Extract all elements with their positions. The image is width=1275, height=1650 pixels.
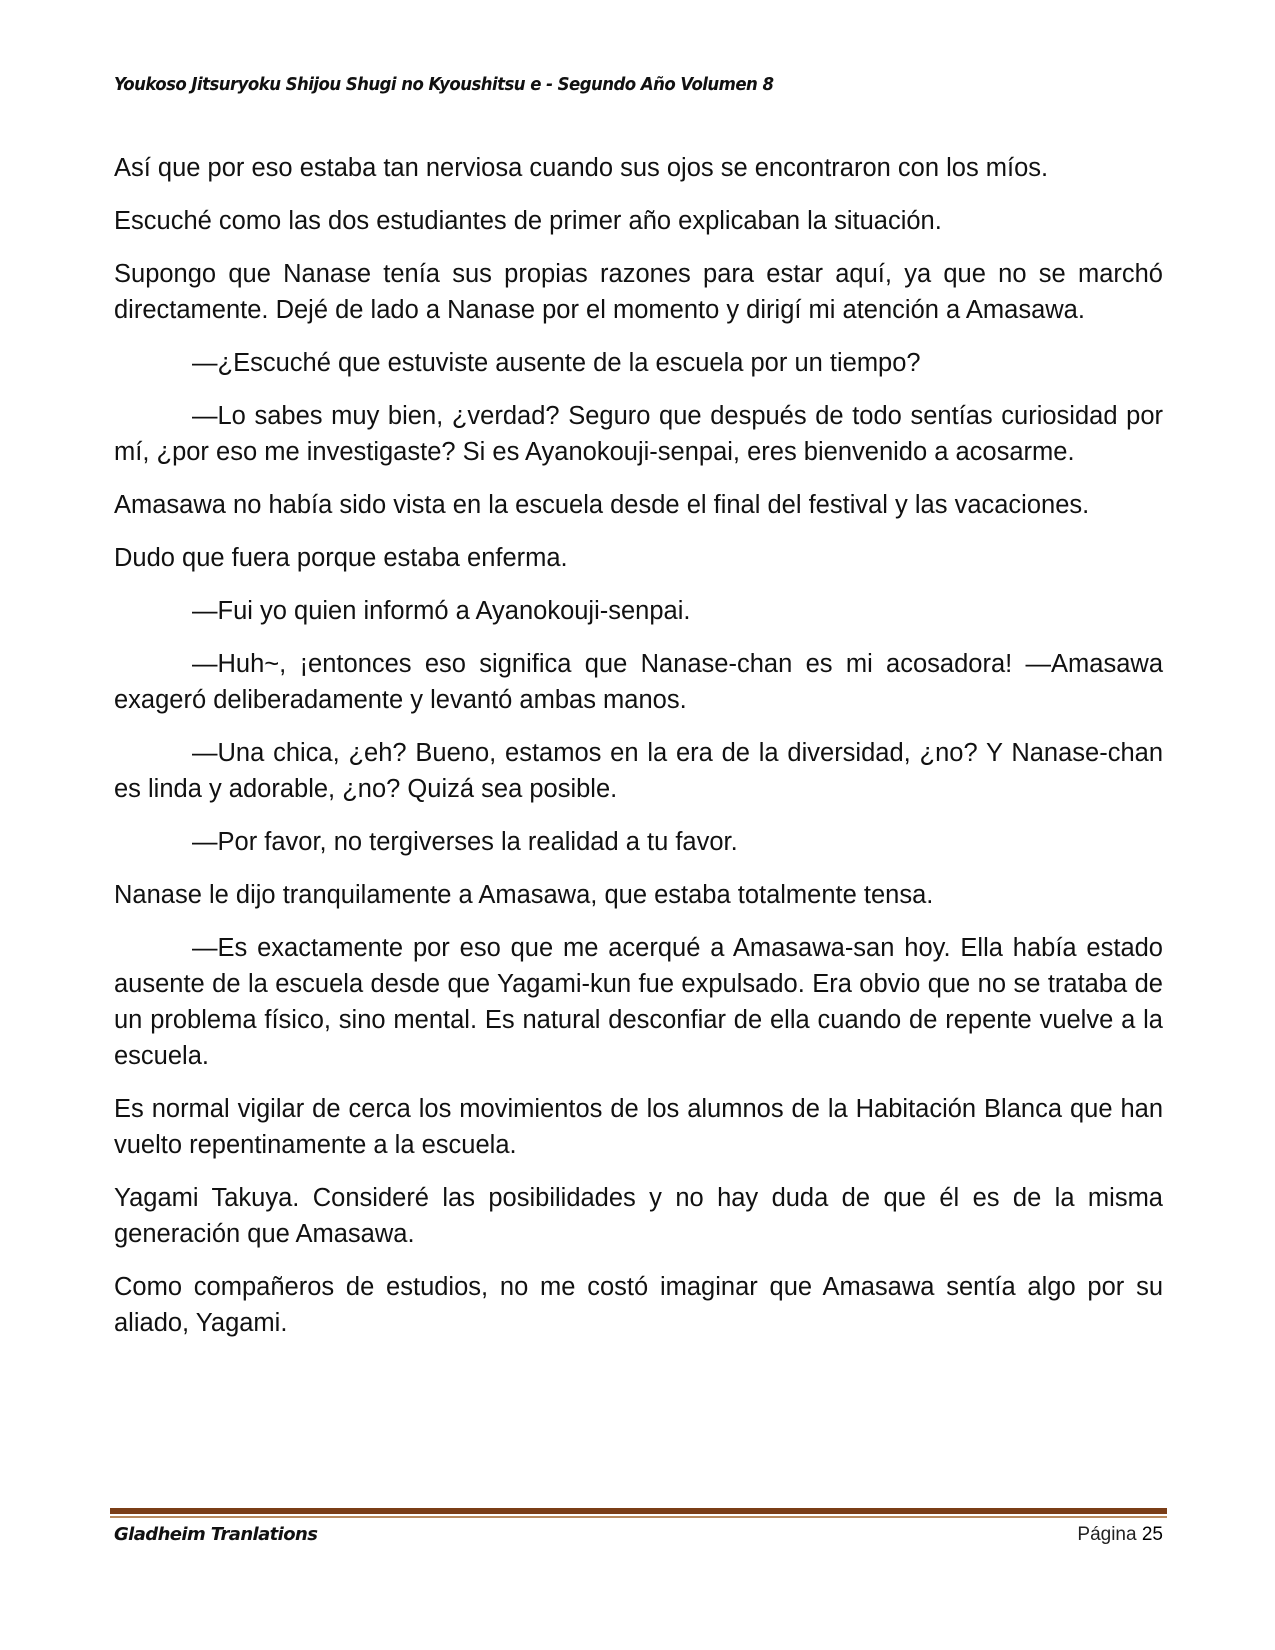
dialog-paragraph: —Fui yo quien informó a Ayanokouji-senpai. (192, 597, 691, 625)
dialog-paragraph: —Una chica, ¿eh? Bueno, estamos en la era de la diversidad, ¿no? Y Nanase-chan es linda y adorable, ¿no? Quizá sea posible. (114, 739, 1163, 803)
page-number-value: 25 (1141, 1524, 1163, 1545)
page-body (114, 150, 1163, 1358)
paragraph: Como compañeros de estudios, no me costó imaginar que Amasawa sentía algo por su aliado, Yagami. (114, 1273, 1163, 1337)
paragraph: Yagami Takuya. Consideré las posibilidades y no hay duda de que él es de la misma generación que Amasawa. (114, 1184, 1163, 1248)
paragraph: Nanase le dijo tranquilamente a Amasawa, que estaba totalmente tensa. (114, 881, 934, 909)
page-label: Página (1077, 1524, 1137, 1545)
paragraph: Dudo que fuera porque estaba enferma. (114, 544, 568, 572)
footer-rule-thin (110, 1516, 1167, 1518)
running-header: Youkoso Jitsuryoku Shijou Shugi no Kyoushitsu e - Segundo Año Volumen 8 (114, 74, 774, 95)
footer-credit: Gladheim Tranlations (114, 1524, 318, 1545)
dialog-paragraph: —Lo sabes muy bien, ¿verdad? Seguro que después de todo sentías curiosidad por mí, ¿por eso me investigaste? Si es Ayanokouji-senpai, eres bienvenido a acosarme. (114, 402, 1163, 466)
paragraph: Supongo que Nanase tenía sus propias razones para estar aquí, ya que no se marchó directamente. Dejé de lado a Nanase por el momento y dirigí mi atención a Amasawa. (114, 260, 1163, 324)
paragraph: Escuché como las dos estudiantes de primer año explicaban la situación. (114, 207, 942, 235)
paragraph: Amasawa no había sido vista en la escuela desde el final del festival y las vacaciones. (114, 491, 1090, 519)
dialog-paragraph: —Por favor, no tergiverses la realidad a tu favor. (192, 828, 738, 856)
dialog-paragraph: —Huh~, ¡entonces eso significa que Nanase-chan es mi acosadora! —Amasawa exageró deliberadamente y levantó ambas manos. (114, 650, 1163, 714)
paragraph: Así que por eso estaba tan nerviosa cuando sus ojos se encontraron con los míos. (114, 154, 1049, 182)
dialog-paragraph: —Es exactamente por eso que me acerqué a Amasawa-san hoy. Ella había estado ausente de la escuela desde que Yagami-kun fue expulsado. Era obvio que no se trataba de un problema físico, sino mental. Es natural desconfiar de ella cuando de repente vuelve a la escuela. (114, 934, 1163, 1070)
page-number (1077, 1524, 1163, 1546)
footer-rule (110, 1508, 1167, 1514)
paragraph: Es normal vigilar de cerca los movimientos de los alumnos de la Habitación Blanca que han vuelto repentinamente a la escuela. (114, 1095, 1163, 1159)
dialog-paragraph: —¿Escuché que estuviste ausente de la escuela por un tiempo? (192, 349, 921, 377)
